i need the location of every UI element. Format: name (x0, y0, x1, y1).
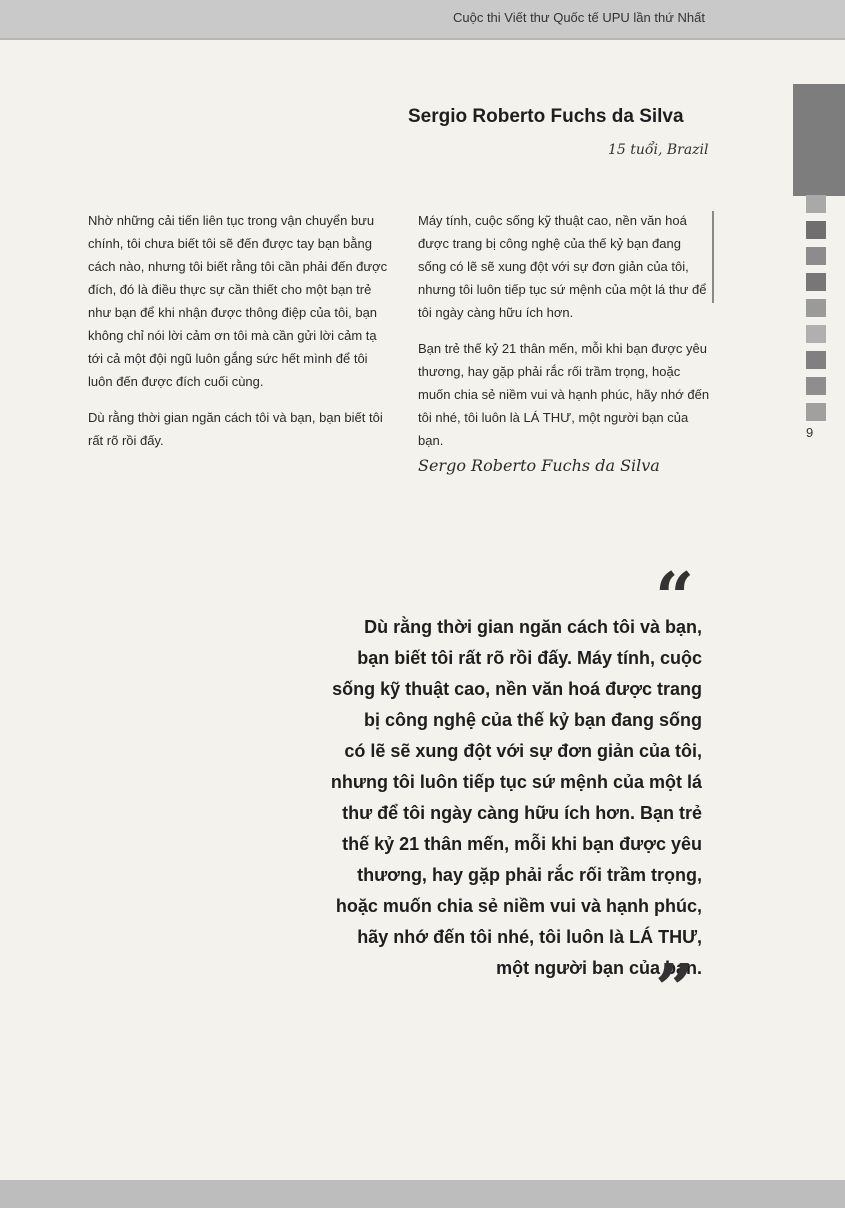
letter-paragraph: Bạn trẻ thế kỷ 21 thân mến, mỗi khi bạn được yêu thương, hay gặp phải rắc rối trầm trọng, hoặc muốn chia sẻ niềm vui và hạnh phúc, hãy nhớ đến tôi nhé, tôi luôn là LÁ THƯ, một người bạn của bạn. (418, 341, 710, 448)
page-footer-bar (0, 1180, 845, 1208)
pull-quote-line: có lẽ sẽ xung đột với sự đơn giản của tôi, (344, 741, 702, 761)
letter-right-column (418, 209, 710, 465)
side-square (806, 221, 826, 239)
pull-quote-line: hãy nhớ đến tôi nhé, tôi luôn là LÁ THƯ, (357, 927, 702, 947)
pull-quote-line: sống kỹ thuật cao, nền văn hoá được trang (332, 679, 702, 699)
side-square (806, 195, 826, 213)
pull-quote-line: một người bạn của bạn. (496, 958, 702, 978)
pull-quote-line: hoặc muốn chia sẻ niềm vui và hạnh phúc, (335, 896, 702, 916)
letter-paragraph: Máy tính, cuộc sống kỹ thuật cao, nền văn hoá được trang bị công nghệ của thế kỷ bạn đang sống có lẽ sẽ xung đột với sự đơn giản của tôi, nhưng tôi luôn tiếp tục sứ mệnh của một lá thư để tôi ngày càng hữu ích hơn. (418, 213, 707, 320)
side-square (806, 377, 826, 395)
side-square (806, 299, 826, 317)
pull-quote-line: bị công nghệ của thế kỷ bạn đang sống (363, 710, 702, 730)
close-quote-mark: ” (655, 950, 695, 1030)
chapter-side-tab (793, 84, 845, 196)
side-square (806, 403, 826, 421)
letter-left-column (88, 209, 393, 465)
pull-quote-line: thương, hay gặp phải rắc rối trầm trọng, (357, 865, 702, 885)
pull-quote (232, 612, 702, 984)
letter-signature: Sergo Roberto Fuchs da Silva (418, 456, 660, 475)
pull-quote-line: thư để tôi ngày càng hữu ích hơn. Bạn trẻ (342, 803, 702, 823)
author-age-country: 15 tuổi, Brazil (608, 142, 709, 158)
running-title: Cuộc thi Viết thư Quốc tế UPU lần thứ Nhất (452, 10, 705, 25)
letter-paragraph: Nhờ những cải tiến liên tục trong vận chuyển bưu chính, tôi chưa biết tôi sẽ đến được tay bạn bằng cách nào, nhưng tôi biết rằng tôi cần phải đến được đích, đó là điều thực sự cần thiết cho một bạn trẻ như bạn để khi nhận được thông điệp của tôi, bạn không chỉ nói lời cảm ơn tôi mà cần gửi lời cảm tạ tới cả một đội ngũ luôn gắng sức hết mình để tôi luôn đến được đích cuối cùng. (88, 213, 388, 389)
letter-paragraph: Dù rằng thời gian ngăn cách tôi và bạn, bạn biết tôi rất rõ rồi đấy. (88, 410, 383, 448)
author-name: Sergio Roberto Fuchs da Silva (408, 106, 684, 127)
side-square-markers (806, 195, 826, 429)
header-rule (0, 38, 845, 40)
pull-quote-line: bạn biết tôi rất rõ rồi đấy. Máy tính, cuộc (357, 648, 702, 668)
column-divider (712, 211, 714, 303)
side-square (806, 247, 826, 265)
pull-quote-line: nhưng tôi luôn tiếp tục sứ mệnh của một lá (330, 772, 702, 792)
pull-quote-line: thế kỷ 21 thân mến, mỗi khi bạn được yêu (342, 834, 702, 854)
page-number: 9 (806, 425, 814, 440)
pull-quote-line: Dù rằng thời gian ngăn cách tôi và bạn, (364, 617, 702, 637)
side-square (806, 273, 826, 291)
side-square (806, 325, 826, 343)
open-quote-mark: “ (655, 558, 695, 638)
page-header-bar (0, 0, 845, 38)
side-square (806, 351, 826, 369)
